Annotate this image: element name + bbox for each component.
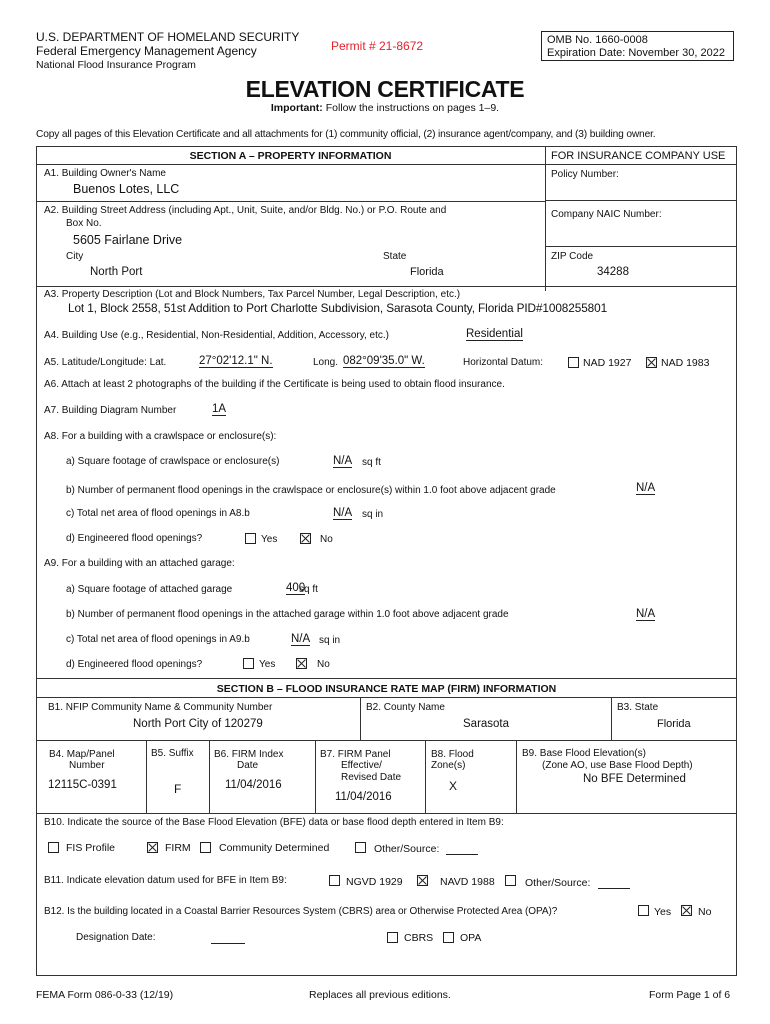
a6-label: A6. Attach at least 2 photographs of the building if the Certificate is being used to obtain flood insurance.	[44, 379, 505, 390]
a1-rule	[36, 201, 545, 202]
a5-latitude[interactable]: 27°02'12.1" N.	[199, 355, 273, 367]
a8d-no-label: No	[320, 534, 333, 545]
firm-checkbox[interactable]	[147, 842, 158, 853]
b8-label-line2: Zone(s)	[431, 760, 466, 771]
a9b-value[interactable]: N/A	[636, 608, 656, 620]
b10-label: B10. Indicate the source of the Base Flood Elevation (BFE) data or base flood depth entered in Item B9:	[44, 817, 504, 828]
other-source-b11-label: Other/Source:	[525, 877, 591, 889]
cbrs-label: CBRS	[404, 932, 434, 944]
b1-label: B1. NFIP Community Name & Community Number	[48, 702, 273, 713]
b3-state[interactable]: Florida	[657, 718, 691, 730]
b1-b2-divider	[360, 697, 361, 740]
page-number: Form Page 1 of 6	[649, 989, 731, 1001]
b2-b3-divider	[611, 697, 612, 740]
b7-b8-divider	[425, 740, 426, 813]
other-source-b10-label: Other/Source:	[374, 843, 440, 855]
ngvd1929-checkbox[interactable]	[329, 875, 340, 886]
section-b-rule-top	[36, 678, 737, 679]
insurance-divider	[545, 146, 546, 291]
a3-property-description[interactable]: Lot 1, Block 2558, 51st Addition to Port Charlotte Subdivision, Sarasota County, Florida PID#1008255801	[68, 301, 608, 315]
b1-community[interactable]: North Port City of 120279	[133, 718, 263, 730]
a9-label: A9. For a building with an attached garage:	[44, 558, 235, 569]
b5-label: B5. Suffix	[151, 748, 194, 759]
a9d-no-checkbox[interactable]	[296, 658, 307, 669]
b7-label-line1: B7. FIRM Panel	[320, 749, 391, 760]
a9d-label: d) Engineered flood openings?	[66, 659, 203, 670]
state-value[interactable]: Florida	[410, 266, 444, 278]
b12-label: B12. Is the building located in a Coastal Barrier Resources System (CBRS) area or Otherwise Protected Area (OPA)?	[44, 906, 558, 917]
a2-street-address[interactable]: 5605 Fairlane Drive	[73, 233, 183, 247]
b4-label-line2: Number	[69, 760, 105, 771]
a8a-unit: sq ft	[362, 457, 381, 468]
navd1988-checkbox[interactable]	[417, 875, 428, 886]
fis-profile-checkbox[interactable]	[48, 842, 59, 853]
b5-b6-divider	[209, 740, 210, 813]
a2-label-line2: Box No.	[66, 218, 102, 229]
a8a-label: a) Square footage of crawlspace or enclosure(s)	[66, 456, 280, 467]
b6-index-date[interactable]: 11/04/2016	[225, 779, 282, 791]
a1-owner-name[interactable]: Buenos Lotes, LLC	[73, 182, 180, 196]
section-a-heading: SECTION A – PROPERTY INFORMATION	[189, 150, 392, 162]
a8d-yes-label: Yes	[261, 534, 278, 545]
nad1983-label: NAD 1983	[661, 357, 710, 369]
b8-label-line1: B8. Flood	[431, 749, 474, 760]
b12-yes-label: Yes	[654, 906, 672, 918]
form-title: ELEVATION CERTIFICATE	[245, 76, 525, 102]
state-label: State	[383, 251, 407, 262]
a9d-yes-label: Yes	[259, 659, 276, 670]
nad1983-checkbox[interactable]	[646, 357, 657, 368]
omb-box	[541, 31, 734, 61]
other-source-b11-field[interactable]	[598, 877, 630, 889]
a9a-unit: sq ft	[299, 584, 318, 595]
a9c-unit: sq in	[319, 635, 341, 646]
other-source-b11-checkbox[interactable]	[505, 875, 516, 886]
section-a-rule	[36, 164, 737, 165]
a4-building-use[interactable]: Residential	[466, 328, 523, 340]
b8-b9-divider	[516, 740, 517, 813]
a8d-yes-checkbox[interactable]	[245, 533, 256, 544]
b6-b7-divider	[315, 740, 316, 813]
a3-rule	[36, 286, 737, 287]
b2-county[interactable]: Sarasota	[463, 718, 510, 730]
opa-label: OPA	[460, 932, 482, 944]
a7-diagram-number[interactable]: 1A	[212, 403, 227, 415]
b12-yes-checkbox[interactable]	[638, 905, 649, 916]
important-note: Important: Follow the instructions on pages 1–9.	[270, 102, 500, 114]
b1-rule	[36, 740, 737, 741]
designation-date-field[interactable]	[211, 932, 245, 944]
a9d-no-label: No	[317, 659, 330, 670]
policy-label: Policy Number:	[551, 169, 619, 180]
form-number: FEMA Form 086-0-33 (12/19)	[36, 989, 174, 1001]
datum-label: Horizontal Datum:	[463, 357, 544, 368]
a9c-label: c) Total net area of flood openings in A9.b	[66, 634, 250, 645]
a5-longitude[interactable]: 082°09'35.0" W.	[343, 355, 425, 367]
replaces-note: Replaces all previous editions.	[309, 989, 451, 1001]
cbrs-checkbox[interactable]	[387, 932, 398, 943]
zip-value[interactable]: 34288	[597, 266, 629, 278]
a9a-label: a) Square footage of attached garage	[66, 584, 233, 595]
b11-label: B11. Indicate elevation datum used for BFE in Item B9:	[44, 875, 287, 886]
b12-no-checkbox[interactable]	[681, 905, 692, 916]
permit-number: Permit # 21-8672	[331, 39, 424, 53]
section-b-heading: SECTION B – FLOOD INSURANCE RATE MAP (FIRM) INFORMATION	[216, 683, 557, 695]
b4-b5-divider	[146, 740, 147, 813]
b7-effective-date[interactable]: 11/04/2016	[335, 791, 392, 803]
a9a-value[interactable]: 400	[286, 582, 306, 594]
city-label: City	[66, 251, 84, 262]
copy-note: Copy all pages of this Elevation Certificate and all attachments for (1) community official, (2) insurance agent/company, and (3) building owner.	[36, 129, 656, 140]
expiration-date: Expiration Date: November 30, 2022	[547, 47, 725, 59]
omb-number: OMB No. 1660-0008	[547, 34, 648, 46]
a8a-value[interactable]: N/A	[333, 455, 353, 467]
opa-checkbox[interactable]	[443, 932, 454, 943]
a9b-label: b) Number of permanent flood openings in the attached garage within 1.0 foot above adjacent grade	[66, 609, 509, 620]
a5-long-label: Long.	[313, 357, 339, 368]
other-source-b10-field[interactable]	[446, 843, 478, 855]
a4-label: A4. Building Use (e.g., Residential, Non-Residential, Addition, Accessory, etc.)	[44, 330, 389, 341]
community-determined-label: Community Determined	[219, 842, 330, 854]
b4-rule	[36, 813, 737, 814]
a9c-value[interactable]: N/A	[291, 633, 311, 645]
b4-map-panel[interactable]: 12115C-0391	[48, 779, 117, 791]
a8b-value[interactable]: N/A	[636, 482, 656, 494]
a8-label: A8. For a building with a crawlspace or enclosure(s):	[44, 431, 277, 442]
nad1927-label: NAD 1927	[583, 357, 632, 369]
nad1927-checkbox[interactable]	[568, 357, 579, 368]
a3-label: A3. Property Description (Lot and Block Numbers, Tax Parcel Number, Legal Description, etc.)	[44, 289, 461, 300]
zip-label: ZIP Code	[551, 251, 594, 262]
b5-suffix[interactable]: F	[174, 782, 182, 796]
ngvd1929-label: NGVD 1929	[346, 876, 403, 888]
naic-label: Company NAIC Number:	[551, 209, 662, 220]
section-b-rule	[36, 697, 737, 698]
b7-label-line3: Revised Date	[341, 772, 402, 783]
fis-profile-label: FIS Profile	[66, 842, 116, 854]
insurance-heading: FOR INSURANCE COMPANY USE	[551, 150, 726, 162]
a2-label-line1: A2. Building Street Address (including Apt., Unit, Suite, and/or Bldg. No.) or P.O. Route and	[44, 205, 447, 216]
b9-label-line1: B9. Base Flood Elevation(s)	[522, 748, 646, 759]
agency-name: Federal Emergency Management Agency	[36, 44, 257, 58]
b3-label: B3. State	[617, 702, 659, 713]
b8-flood-zone[interactable]: X	[449, 779, 458, 793]
a8c-label: c) Total net area of flood openings in A8.b	[66, 508, 250, 519]
b9-label-line2: (Zone AO, use Base Flood Depth)	[542, 760, 693, 771]
city-value[interactable]: North Port	[90, 266, 143, 278]
a8d-no-checkbox[interactable]	[300, 533, 311, 544]
b7-label-line2: Effective/	[341, 760, 382, 771]
b12-no-label: No	[698, 906, 712, 918]
a5-label: A5. Latitude/Longitude: Lat.	[44, 357, 167, 368]
designation-date-label: Designation Date:	[76, 932, 156, 943]
community-determined-checkbox[interactable]	[200, 842, 211, 853]
naic-rule	[545, 246, 737, 247]
program-name: National Flood Insurance Program	[36, 59, 196, 71]
b9-base-flood-elevation[interactable]: No BFE Determined	[583, 773, 686, 785]
policy-rule	[545, 200, 737, 201]
a8c-unit: sq in	[362, 509, 384, 520]
a8c-value[interactable]: N/A	[333, 507, 353, 519]
a8d-label: d) Engineered flood openings?	[66, 533, 203, 544]
a9d-yes-checkbox[interactable]	[243, 658, 254, 669]
a7-label: A7. Building Diagram Number	[44, 405, 177, 416]
other-source-b10-checkbox[interactable]	[355, 842, 366, 853]
b4-label-line1: B4. Map/Panel	[49, 749, 115, 760]
b6-label-line1: B6. FIRM Index	[214, 749, 284, 760]
navd1988-label: NAVD 1988	[440, 876, 495, 888]
b2-label: B2. County Name	[366, 702, 445, 713]
firm-label: FIRM	[165, 842, 191, 854]
a1-label: A1. Building Owner's Name	[44, 168, 166, 179]
a8b-label: b) Number of permanent flood openings in the crawlspace or enclosure(s) within 1.0 foot above adjacent grade	[66, 485, 556, 496]
dept-name: U.S. DEPARTMENT OF HOMELAND SECURITY	[36, 30, 300, 44]
b6-label-line2: Date	[237, 760, 259, 771]
